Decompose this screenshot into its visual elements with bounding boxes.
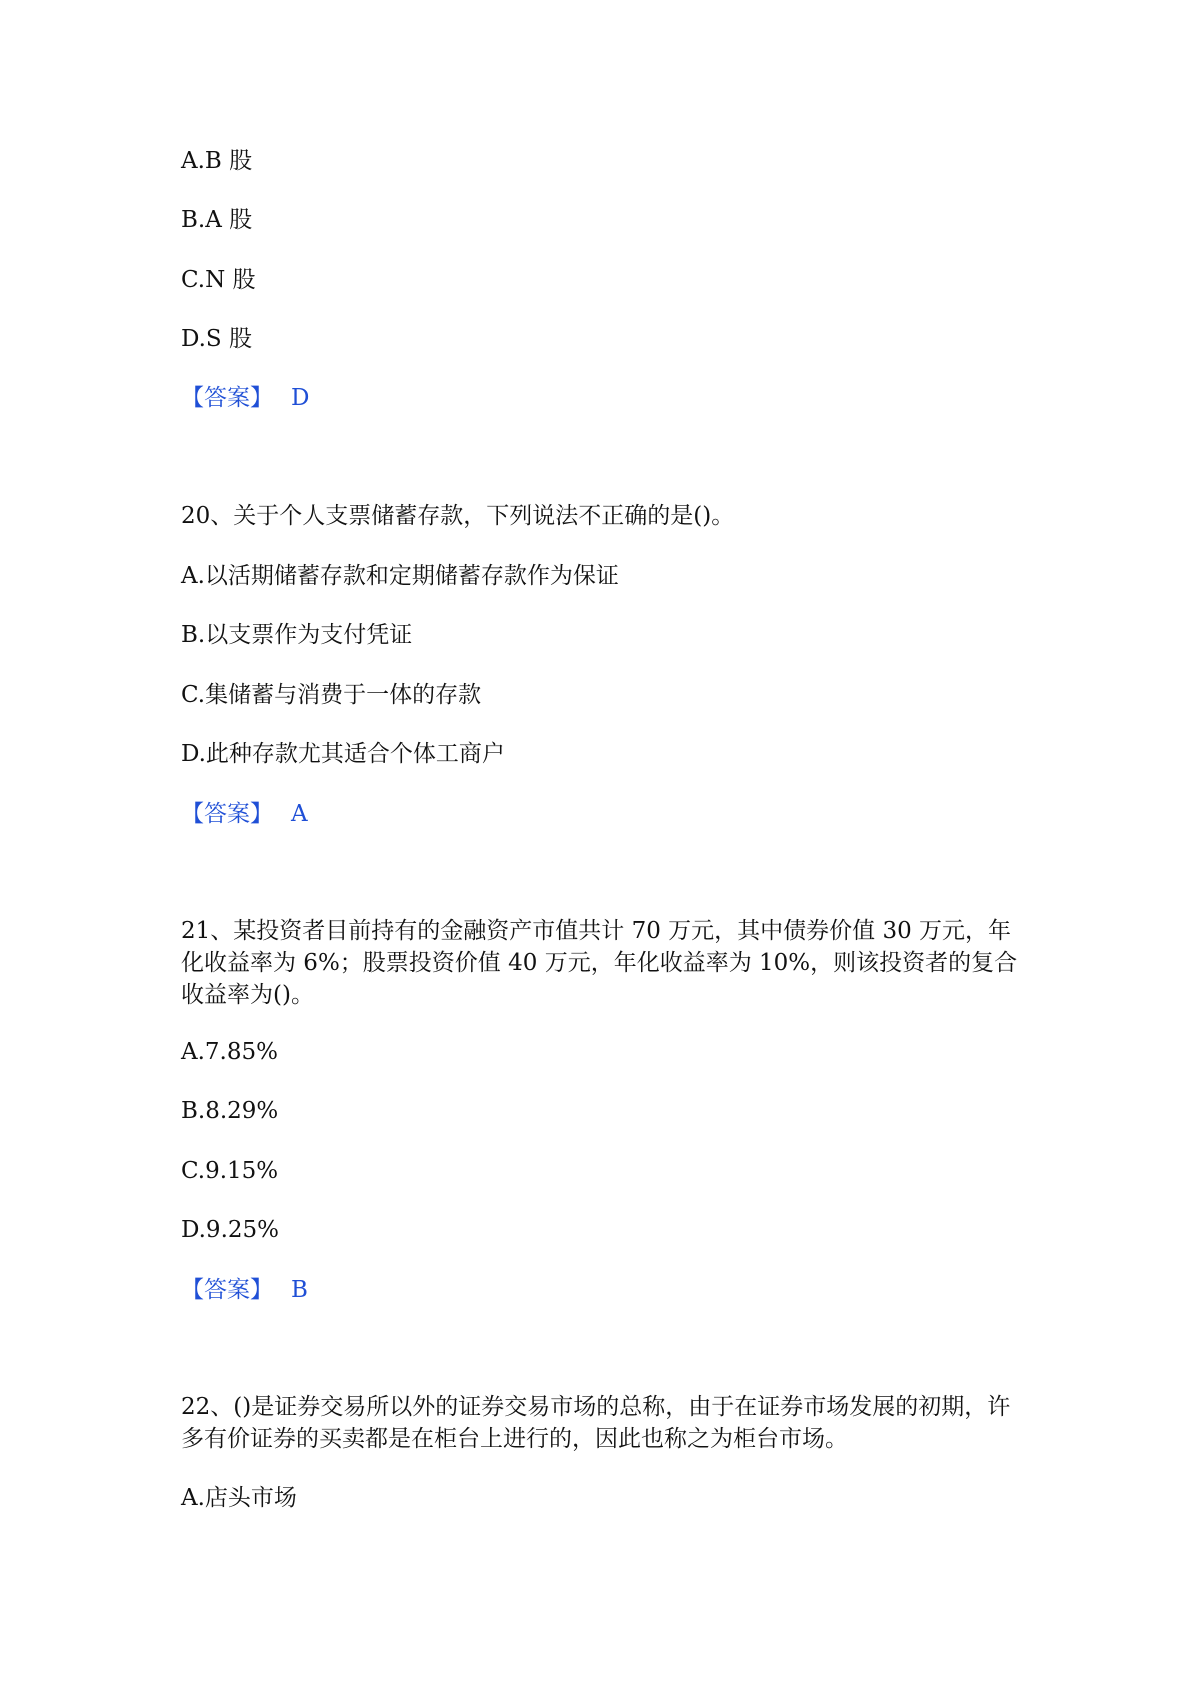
option-a: A.B 股 [181,148,253,174]
option-b: B.8.29% [181,1098,279,1124]
option-b: B.以支票作为支付凭证 [181,622,413,648]
answer-line [181,382,309,414]
option-d: D.此种存款尤其适合个体工商户 [181,741,505,767]
answer-line [181,1274,308,1306]
question-stem: 20、关于个人支票储蓄存款，下列说法不正确的是()。 [181,503,735,529]
answer-line [181,798,308,830]
option-a: A.以活期储蓄存款和定期储蓄存款作为保证 [181,563,619,589]
question-stem: 22、()是证券交易所以外的证券交易市场的总称，由于在证券市场发展的初期，许多有价证券的买卖都是在柜台上进行的，因此也称之为柜台市场。 [181,1394,1011,1452]
option-d: D.9.25% [181,1217,279,1243]
option-d: D.S 股 [181,326,252,352]
answer-label: 【答案】 [181,1277,273,1303]
answer-value: D [291,385,310,411]
question-stem: 21、某投资者目前持有的金融资产市值共计 70 万元，其中债券价值 30 万元，年化收益率为 6%；股票投资价值 40 万元，年化收益率为 10%，则该投资者的复合收益率为()。 [181,918,1018,1008]
option-c: C.集储蓄与消费于一体的存款 [181,682,482,708]
option-b: B.A 股 [181,207,253,233]
option-a: A.店头市场 [181,1485,297,1511]
option-c: C.N 股 [181,267,256,293]
answer-value: B [291,1277,308,1303]
answer-label: 【答案】 [181,385,273,411]
option-a: A.7.85% [181,1039,278,1065]
answer-value: A [291,801,308,827]
answer-label: 【答案】 [181,801,273,827]
option-c: C.9.15% [181,1158,279,1184]
